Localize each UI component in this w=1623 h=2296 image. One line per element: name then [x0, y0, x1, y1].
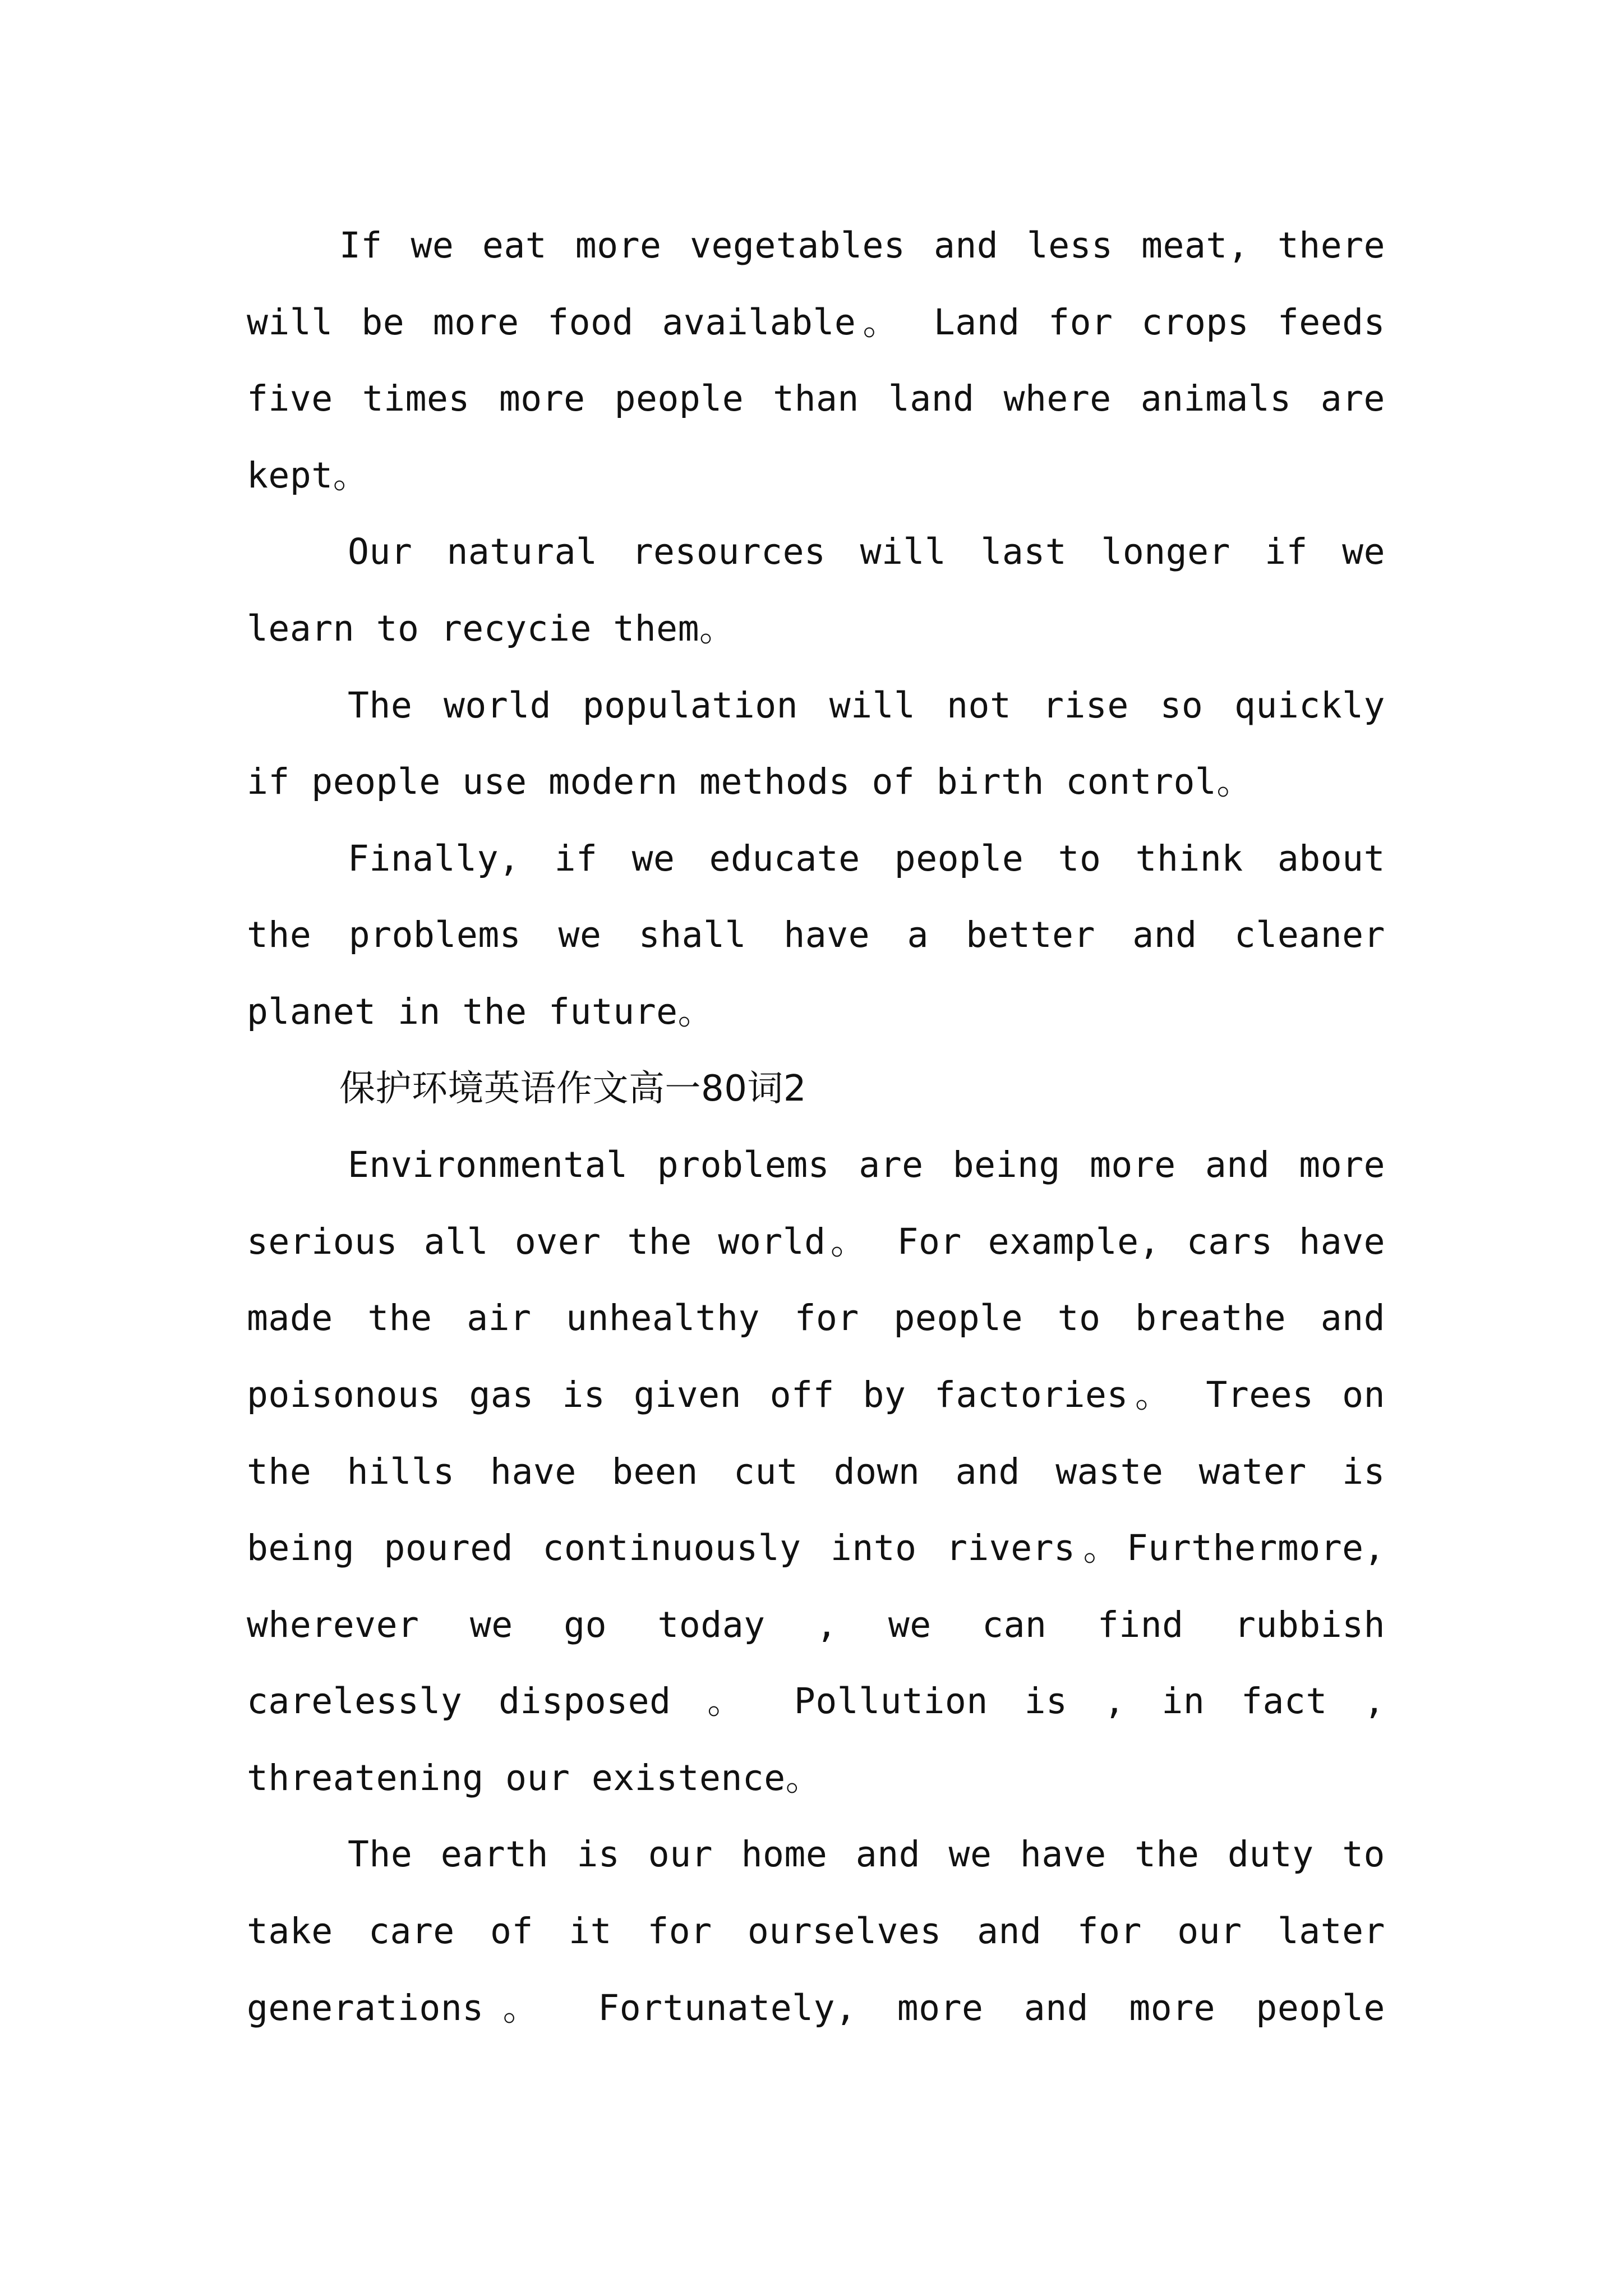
- section-heading: 保护环境英语作文高一80词2: [339, 1068, 807, 1110]
- text-line: if people use modern methods of birth control。: [247, 761, 1252, 803]
- text-line: learn to recycie them。: [247, 608, 735, 649]
- text-line: Environmental problems are being more and more: [348, 1144, 1385, 1186]
- text-line: made the air unhealthy for people to breathe and: [247, 1297, 1385, 1339]
- text-line: threatening our existence。: [247, 1757, 822, 1798]
- text-line: generations。 Fortunately, more and more people: [247, 1987, 1385, 2028]
- text-line: wherever we go today , we can find rubbish: [247, 1604, 1385, 1645]
- text-line: Our natural resources will last longer if we: [348, 531, 1385, 573]
- text-line: planet in the future。: [247, 991, 714, 1032]
- text-line: serious all over the world。 For example, cars have: [247, 1221, 1385, 1262]
- text-line: The world population will not rise so quickly: [348, 684, 1385, 726]
- document-body: [247, 208, 1385, 2046]
- text-line: take care of it for ourselves and for our later: [247, 1911, 1385, 1952]
- text-line: five times more people than land where animals are: [247, 378, 1385, 420]
- text-line: Finally, if we educate people to think about: [348, 838, 1385, 879]
- text-line: the problems we shall have a better and cleaner: [247, 914, 1385, 956]
- text-line: being poured continuously into rivers。Furthermore,: [247, 1527, 1385, 1569]
- text-line: kept。: [247, 454, 369, 496]
- text-line: If we eat more vegetables and less meat, there: [339, 225, 1385, 266]
- text-line: The earth is our home and we have the duty to: [348, 1834, 1385, 1875]
- text-line: poisonous gas is given off by factories。 Trees on: [247, 1374, 1385, 1415]
- text-line: will be more food available。 Land for crops feeds: [247, 301, 1385, 343]
- text-line: the hills have been cut down and waste water is: [247, 1451, 1385, 1492]
- text-line: carelessly disposed 。 Pollution is , in fact ,: [247, 1681, 1385, 1722]
